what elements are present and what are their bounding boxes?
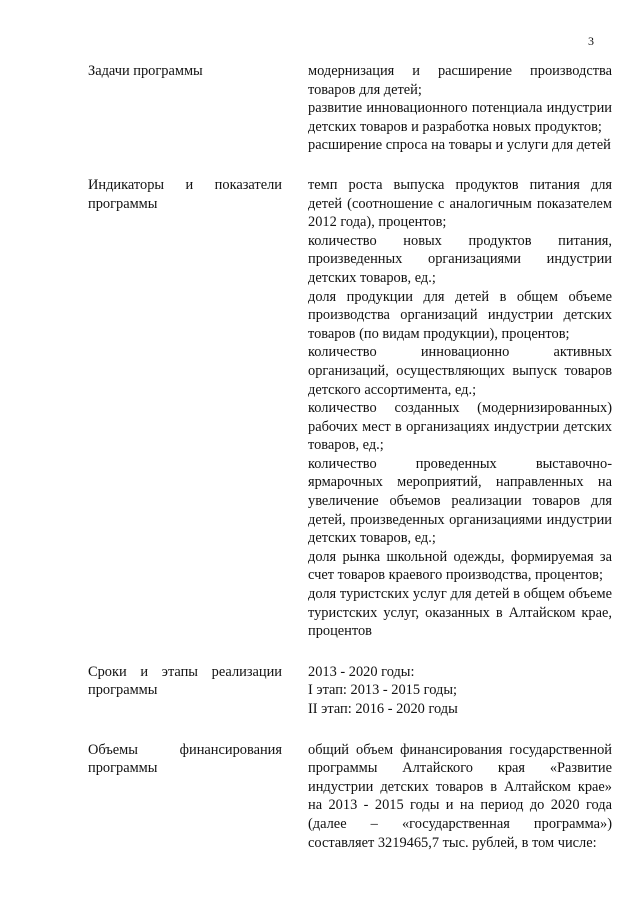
indicator-paragraph: количество созданных (модернизированных) рабочих мест в организациях индустрии детских товаров, ед.;: [308, 400, 612, 454]
row-label-program-indicators: Индикаторы и показатели программы: [88, 176, 282, 212]
funding-paragraph: общий объем финансирования государственной программы Алтайского края «Развитие индустрии детских товаров в Алтайском крае» на 2013 - 2015 годы и на период до 2020 года (далее – «государственная программа») составляет 3219465,7 тыс. рублей, в том числе:: [308, 741, 612, 851]
timing-line: 2013 - 2020 годы:: [308, 663, 415, 680]
indicator-paragraph: доля рынка школьной одежды, формируемая за счет товаров краевого производства, процентов;: [308, 548, 612, 584]
row-content-program-timing: [308, 663, 612, 719]
task-paragraph: модернизация и расширение производства товаров для детей;: [308, 63, 612, 98]
row-content-program-tasks: [308, 62, 612, 155]
row-label-program-funding: Объемы финансирования программы: [88, 741, 282, 777]
row-program-funding: [88, 741, 612, 853]
indicator-paragraph: количество новых продуктов питания, произведенных организациями индустрии детских товаров, ед.;: [308, 232, 612, 286]
row-program-tasks: [88, 62, 612, 155]
indicator-paragraph: темп роста выпуска продуктов питания для детей (соотношение с аналогичным показателем 2012 года), процентов;: [308, 176, 612, 231]
timing-line: II этап: 2016 - 2020 годы: [308, 701, 458, 717]
row-content-program-indicators: [308, 176, 612, 641]
indicator-paragraph: доля продукции для детей в общем объеме производства организаций индустрии детских товаров (по видам продукции), процентов;: [308, 288, 612, 342]
indicator-paragraph: количество инновационно активных организаций, осуществляющих выпуск товаров детского ассортимента, ед.;: [308, 344, 612, 398]
indicator-paragraph: доля туристских услуг для детей в общем объеме туристских услуг, оказанных в Алтайском крае, процентов: [308, 586, 612, 640]
row-content-program-funding: [308, 741, 612, 853]
row-label-program-timing: Сроки и этапы реализации программы: [88, 663, 282, 699]
row-program-indicators: [88, 176, 612, 641]
page-number: 3: [588, 34, 594, 48]
row-label-program-tasks: Задачи программы: [88, 63, 203, 79]
row-program-timing: [88, 663, 612, 719]
timing-line: I этап: 2013 - 2015 годы;: [308, 682, 457, 699]
task-paragraph: расширение спроса на товары и услуги для детей: [308, 137, 611, 154]
task-paragraph: развитие инновационного потенциала индустрии детских товаров и разработка новых продуктов;: [308, 100, 612, 135]
program-passport-table: [88, 62, 612, 852]
indicator-paragraph: количество проведенных выставочно-ярмарочных мероприятий, направленных на увеличение объемов реализации товаров для детей, произведенных организациями индустрии детских товаров, ед.;: [308, 455, 612, 547]
